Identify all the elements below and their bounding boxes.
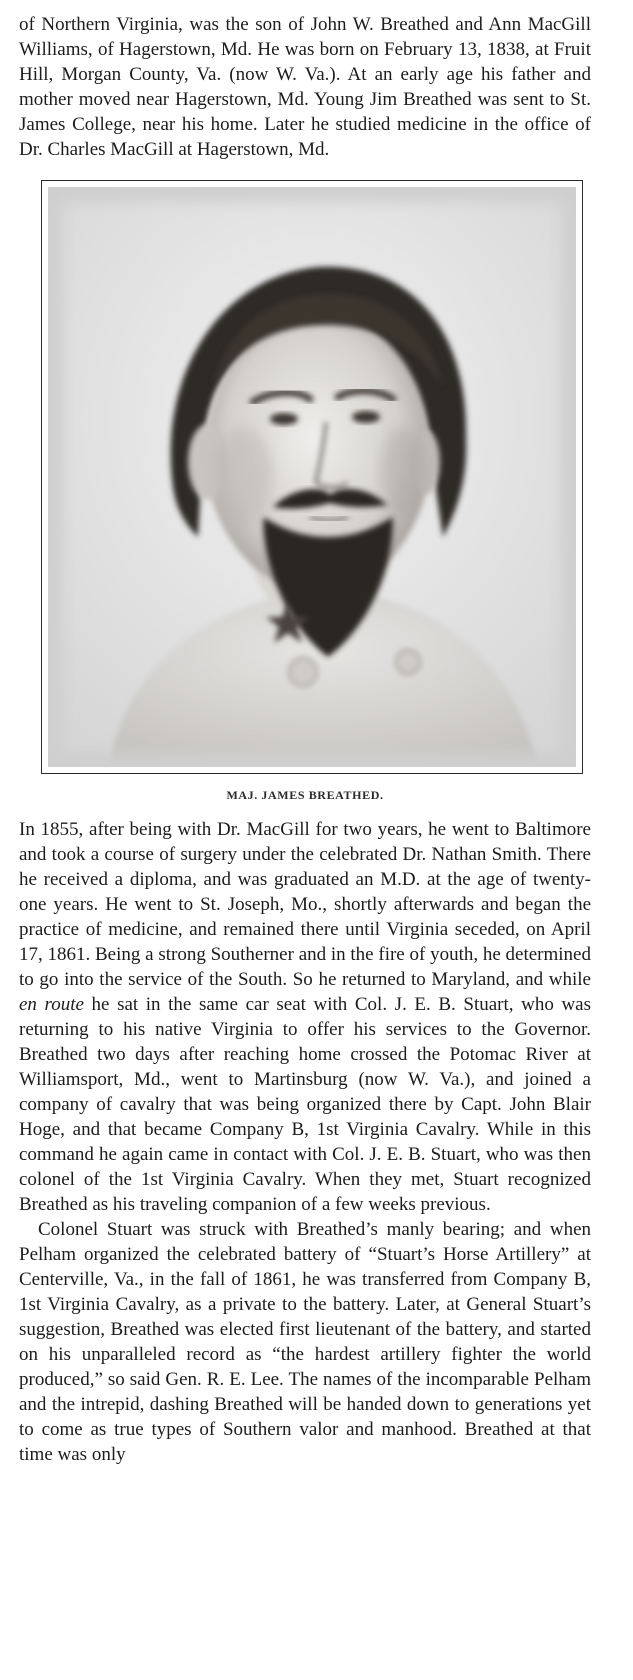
body-paragraph-1-part-a: In 1855, after being with Dr. MacGill for two years, he went to Baltimore and took a course of surgery under the celebrated Dr. Nathan Smith. There he received a diploma, and was graduated an M.D. at the age of twenty-one years. He went to St. Joseph, Mo., shortly afterwards and began the practice of medicine, and remained there until Virginia seceded, on April 17, 1861. Being a strong Southerner and in the fire of youth, he determined to go into the service of the South. So he returned to Maryland, and while (19, 819, 591, 990)
document-page (19, 12, 591, 1467)
italic-phrase: en route (19, 994, 84, 1015)
intro-paragraph: of Northern Virginia, was the son of John W. Breathed and Ann MacGill Williams, of Hagerstown, Md. He was born on February 13, 1838, at Fruit Hill, Morgan County, Va. (now W. Va.). At an early age his father and mother moved near Hagerstown, Md. Young Jim Breathed was sent to St. James College, near his home. Later he studied medicine in the office of Dr. Charles MacGill at Hagerstown, Md. (19, 14, 591, 160)
portrait-photo (48, 187, 576, 767)
body-paragraph-1 (19, 817, 591, 1217)
body-paragraph-1-part-b: he sat in the same car seat with Col. J. E. B. Stuart, who was returning to his native Virginia to offer his services to the Governor. Breathed two days after reaching home crossed the Potomac River at Williamsport, Md., went to Martinsburg (now W. Va.), and joined a company of cavalry that was being organized there by Capt. John Blair Hoge, and that became Company B, 1st Virginia Cavalry. While in this command he again came in contact with Col. J. E. B. Stuart, who was then colonel of the 1st Virginia Cavalry. When they met, Stuart recognized Breathed as his traveling companion of a few weeks previous. (19, 994, 591, 1215)
portrait-figure (41, 180, 583, 774)
figure-caption: MAJ. JAMES BREATHED. (226, 788, 384, 802)
body-paragraph-2: Colonel Stuart was struck with Breathed’s manly bearing; and when Pelham organized the celebrated battery of “Stuart’s Horse Artillery” at Centerville, Va., in the fall of 1861, he was transferred from Company B, 1st Virginia Cavalry, as a private to the battery. Later, at General Stuart’s suggestion, Breathed was elected first lieutenant of the battery, and started on his unparalleled record as “the hardest artillery fighter the world produced,” so said Gen. R. E. Lee. The names of the incomparable Pelham and the intrepid, dashing Breathed will be handed down to generations yet to come as true types of Southern valor and manhood. Breathed at that time was only (19, 1219, 591, 1465)
